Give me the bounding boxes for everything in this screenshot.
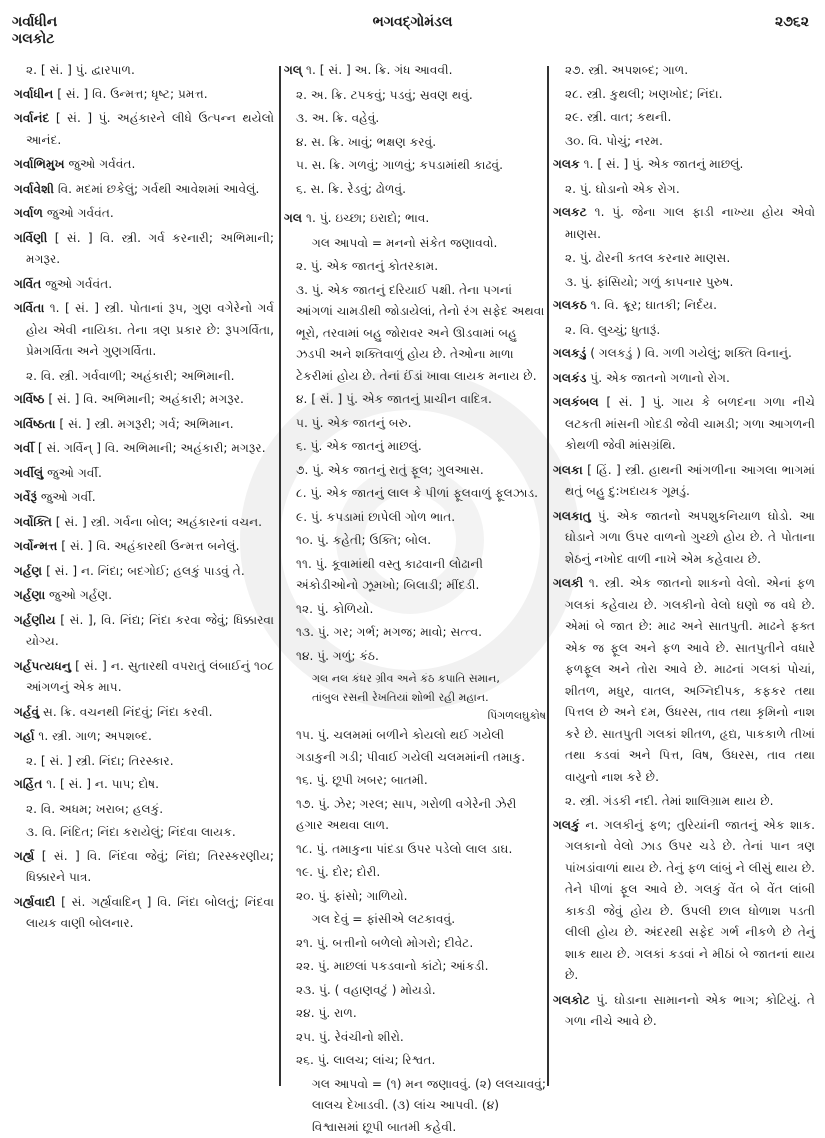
dictionary-entry [553, 202, 815, 245]
definition: ૧. [ સં. ] પું. એક જાતનું માછલું. [580, 157, 744, 171]
definition: પું. એક જાતનો ગળાનો રોગ. [586, 371, 730, 385]
dictionary-entry [14, 154, 274, 176]
headword: ગલકોટ [553, 993, 590, 1007]
sense-line: ૨૩. પું. ( વહાણવટું ) મોયડો. [284, 980, 546, 1002]
headword: ગર્વિણી [14, 231, 47, 245]
headword: ગર્હિત [14, 777, 42, 791]
sense-line: ૧૬. પું. છૂપી ખબર; બાતમી. [284, 770, 546, 792]
headword: ગલકંડ [553, 371, 586, 385]
column-right [553, 60, 815, 1102]
definition: જુઓ ગર્હણ. [45, 588, 112, 602]
definition: જુઓ ગર્વવંત. [43, 206, 114, 220]
definition: [ સં. ] વિ. ઉન્મત્ત; ધૃષ્ટ; પ્રમત્ત. [53, 87, 207, 101]
sense-line: ૩. અ. ક્રિ. વહેવું. [284, 108, 546, 130]
sense-line: ૨૧. પું. બત્તીનો બળેલો મોગરો; દીવેટ. [284, 933, 546, 955]
sense-line: ૨. પું. ઘોડાનો એક રોગ. [553, 179, 815, 201]
column-middle [284, 60, 546, 1102]
definition: [ સં. ] ન. નિંદા; બદગોઈ; હલકું પાડવું તે. [42, 564, 245, 578]
guide-word-first: ગર્વાધીન [12, 14, 57, 31]
definition: [ હિં. ] સ્ત્રી. હાથની આંગળીના આગલા ભાગમાં થતું બહુ દુ:ખદાયક ગૂમડું. [565, 463, 815, 499]
definition: [ સં. ગર્વિન્ ] વિ. અભિમાની; અહંકારી; મગરૂર. [34, 441, 266, 455]
dictionary-title: ભગવદ્ગોમંડલ [0, 14, 825, 30]
sense-line: ૨. વિ. લુચ્ચું; ધુતારૂં. [553, 320, 815, 342]
definition: સ. ક્રિ. વચનથી નિંદવું; નિંદા કરવી. [39, 705, 212, 719]
sense-line: ૨૦. પું. ફાંસો; ગાળિયો. [284, 886, 546, 908]
definition: ૧. પું. ઇચ્છા; ઇરાદો; ભાવ. [302, 211, 429, 225]
dictionary-entry [14, 84, 274, 106]
dictionary-entry [14, 274, 274, 296]
dictionary-entry [14, 228, 274, 271]
dictionary-entry [14, 487, 274, 509]
sense-line: ૨. વિ. અધમ; ખરાબ; હલકું. [14, 799, 274, 821]
definition: જુઓ ગર્વી. [37, 490, 96, 504]
headword: ગર્હ્ય [14, 849, 34, 863]
headword: ગર્વોન્મત્ત [14, 539, 57, 553]
definition: ૧. [ સં. ] અ. ક્રિ. ગંધ આવવી. [302, 63, 452, 77]
sense-line: ૩. પું. ફાંસિયો; ગળું કાપનાર પુરુષ. [553, 272, 815, 294]
dictionary-entry [14, 389, 274, 411]
dictionary-entry [14, 298, 274, 363]
definition: જુઓ ગર્વવંત. [65, 157, 136, 171]
headword: ગર્હપત્યધનુ [14, 659, 71, 673]
sense-line: ૨. વિ. સ્ત્રી. ગર્વવાળી; અહંકારી; અભિમાની. [14, 366, 274, 388]
dictionary-entry [14, 179, 274, 201]
dictionary-entry [284, 60, 546, 82]
idiom-line: ગલ દેવું = ફાંસીએ લટકાવવું. [284, 909, 546, 931]
dictionary-entry [14, 774, 274, 796]
dictionary-entry [14, 726, 274, 748]
sense-line: ૨. [ સં. ] સ્ત્રી. નિંદા; તિરસ્કાર. [14, 751, 274, 773]
sense-line: ૧૨. પું. કોળિયો. [284, 599, 546, 621]
dictionary-entry [553, 990, 815, 1033]
headword: ગર્વાનંદ [14, 111, 49, 125]
sense-line: ૬. સ. ક્રિ. રેડવું; ઢોળવું. [284, 179, 546, 201]
definition: [ સં. ] સ્ત્રી. મગરૂરી; ગર્વ; અભિમાન. [56, 417, 234, 431]
dictionary-entry [14, 108, 274, 151]
sense-line: ૧૮. પું. તમાકુના પાંદડા ઉપર પડેલો લાલ ડાઘ. [284, 839, 546, 861]
headword: ગર્વી [14, 441, 34, 455]
headword: ગર્હણા [14, 588, 45, 602]
headword: ગલકટ [553, 205, 587, 219]
sense-line: ૧૯. પું. દોર; દોરી. [284, 862, 546, 884]
dictionary-entry [553, 573, 815, 788]
headword: ગર્વિષ્ઠતા [14, 417, 56, 431]
definition: [ સં. ] વિ. અભિમાની; અહંકારી; મગરૂર. [44, 392, 243, 406]
headword: ગર્હણ [14, 564, 42, 578]
headword: ગલકંબલ [553, 395, 599, 409]
sense-line: ૯. પું. કપડામાં છાપેલી ગોળ ભાત. [284, 507, 546, 529]
sense-line: ૪. [ સં. ] પું. એક જાતનું પ્રાચીન વાદિત્ર. [284, 389, 546, 411]
definition: ૧. [ સં. ] ન. પાપ; દોષ. [42, 777, 159, 791]
definition: ૧. [ સં. ] સ્ત્રી. પોતાનાં રૂપ, ગુણ વગેરેનો ગર્વ હોય એવી નાયિકા. તેના ત્રણ પ્રકાર છે: રૂપગર્વિતા, પ્રેમગર્વિતા અને ગુણગર્વિતા. [26, 301, 274, 358]
headword: ગર્વિષ્ઠ [14, 392, 44, 406]
definition: [ સં. ] વિ. અહંકારથી ઉન્મત્ત બનેલું. [57, 539, 239, 553]
headword: ગર્વીલું [14, 466, 43, 480]
sense-line: ૫. પું. એક જાતનું બરુ. [284, 413, 546, 435]
definition: ૧. વિ. ક્રૂર; ઘાતકી; નિર્દય. [587, 298, 717, 312]
headword: ગર્વાધીન [14, 87, 53, 101]
dictionary-entry [14, 561, 274, 583]
definition: વિ. મદમાં છકેલું; ગર્વથી આવેશમાં આવેલું. [54, 182, 259, 196]
headword: ગલકડું [553, 346, 586, 360]
headword: ગલકી [553, 576, 583, 590]
sense-line: ૨૮. સ્ત્રી. કુથલી; ખણખોદ; નિંદા. [553, 84, 815, 106]
headword: ગલકા [553, 463, 583, 477]
headword: ગર્હવું [14, 705, 39, 719]
definition: પું. ઘોડાના સામાનનો એક ભાગ; કોટિયું. તે ગળા નીચે આવે છે. [565, 993, 815, 1029]
dictionary-entry [14, 892, 274, 935]
headword: ગર્વિતા [14, 301, 44, 315]
dictionary-entry [553, 506, 815, 571]
sense-line: ૧૫. પું. ચલમમાં બળીને કોયલો થઈ ગયેલી ગડાકુની ગડી; પીવાઈ ગયેલી ચલમમાંની તમાકુ. [284, 725, 546, 768]
quotation-line: ગલ નલ કંધર ગ્રીવ અને કંઠ કપાતિ સમાન, [284, 669, 546, 688]
dictionary-entry [14, 610, 274, 653]
dictionary-entry [553, 392, 815, 457]
dictionary-entry [284, 208, 546, 230]
headword: ગલકઠ [553, 298, 587, 312]
definition: જુઓ ગર્વી. [43, 466, 102, 480]
dictionary-entry [14, 656, 274, 699]
definition: ન. ગલકીનું ફળ; તુરિયાંની જાતનું એક શાક. ગલકાનો વેલો ઝાડ ઉપર ચડે છે. તેનાં પાન ત્રણ પાંખડાંવાળાં થાય છે. તેનું ફળ લાંબું ને લીસું થાય છે. તેને પીળાં ફૂલ આવે છે. ગલકું વેંત બે વેંત લાંબી કાકડી જેવું હોય છે. ઉપલી છાલ ધોળાશ પડતી લીલી હોય છે. અંદરથી સફેદ ગર્ભ નીકળે છે તેનું શાક થાય છે. ગલકાં કડવાં ને મીઠાં બે જાતનાં થાય છે. [565, 818, 815, 983]
definition: [ સં. ], વિ. નિંદ્ય; નિંદા કરવા જેવું; ધિક્કારવા યોગ્ય. [26, 613, 274, 649]
sense-line: ૫. સ. ક્રિ. ગળવું; ગાળવું; કપડામાંથી કાઢવું. [284, 155, 546, 177]
definition: [ સં. ગર્હ્યવાદિન્ ] વિ. નિંદા બોલતું; નિંદવા લાયક વાણી બોલનાર. [26, 895, 274, 931]
definition: [ સં. ] પું. ગાય કે બળદના ગળા નીચે લટકતી માંસની ગોદડી જેવી ચામડી; ગળા આગળની કોથળી જેવી માંસગ્રંથિ. [565, 395, 815, 452]
sense-line: ૨. સ્ત્રી. ગંડકી નદી. તેમાં શાલિગ્રામ થાય છે. [553, 791, 815, 813]
definition: ( ગલકડું ) વિ. ગળી ગયેલું; શક્તિ વિનાનું. [586, 346, 792, 360]
definition: [ સં. ] ન. સુતારથી વપરાતું લંબાઈનું ૧૦૮ આંગળનું એક માપ. [26, 659, 274, 695]
sense-line: ૧૪. પું. ગળું; કંઠ. [284, 646, 546, 668]
sense-line: ૩૦. વિ. પોચું; નરમ. [553, 131, 815, 153]
definition: ૧. સ્ત્રી. એક જાતનો શાકનો વેલો. એનાં ફળ ગલકાં કહેવાય છે. ગલકીનો વેલો ઘણો જ વધે છે. એમાં બે જાત છે: માઢ અને સાતપુતી. માઢને ફક્ત એક જ ફૂલ અને ફળ આવે છે. સાતપુતીને વધારે ફળફૂલ અને તોરા આવે છે. માઢનાં ગલકાં પોચાં, શીતળ, મધુર, વાતલ, અગ્નિદીપક, કફકર તથા પિત્તલ છે અને દમ, ઉધરસ, તાવ તથા કૃમિનો નાશ કરે છે. સાતપુતી ગલકાં શીતળ, હૃદ્ય, પાકકાળે તીખાં તથા કડવાં અને પિત્ત, વિષ, ઉધરસ, તાવ તથા વાયુનો નાશ કરે છે. [565, 576, 815, 784]
headword: ગલકું [553, 818, 580, 832]
quotation-source: પિંગળલઘુકોષ [284, 707, 546, 725]
headword: ગલક [553, 157, 580, 171]
definition: [ સં. ] પું. અહંકારને લીધે ઉત્પન્ન થયેલો આનંદ. [26, 111, 274, 147]
page-header [0, 0, 825, 58]
headword: ગલકાતુ [553, 509, 591, 523]
sense-line: ૪. સ. ક્રિ. ખાવું; ભક્ષણ કરવું. [284, 132, 546, 154]
headword: ગર્વાવેશી [14, 182, 54, 196]
sense-line: ૨૨. પું. માછલાં પકડવાનો કાંટો; આંકડી. [284, 956, 546, 978]
sense-line: ૧૩. પું. ગર; ગર્ભ; મગજ; માવો; સત્ત્વ. [284, 622, 546, 644]
sense-line: ૧૭. પું. ઝેર; ગરલ; સાપ, ગરોળી વગેરેની ઝેરી હગાર અથવા લાળ. [284, 794, 546, 837]
sense-line: ૨૬. પું. લાલચ; લાંચ; રિશ્વત. [284, 1050, 546, 1072]
dictionary-entry [14, 512, 274, 534]
headword: ગર્વેરૂં [14, 490, 37, 504]
sense-line: ૩. પું. એક જાતનું દરિયાઈ પક્ષી. તેના પગનાં આંગળાં ચામડીથી જોડાયેલાં, તેનો રંગ સફેદ અથવા ભૂરો, તરવામાં બહુ જોરાવર અને ઊડવામાં બહુ ઝડપી અને શક્તિવાળું હોય છે. તેઓના માળા ટેકરીમાં હોય છે. તેનાં ઈંડાં ખાવા લાયક મનાય છે. [284, 280, 546, 388]
guide-word-last: ગલકોટ [12, 31, 57, 48]
sense-line: ૩. વિ. નિંદિત; નિંદા કરાયેલું; નિંદવા લાયક. [14, 822, 274, 844]
sense-line: ૬. પું. એક જાતનું માછલું. [284, 436, 546, 458]
headword: ગલ્ [284, 63, 302, 77]
column-divider [547, 66, 549, 1086]
quotation-line: તાંબુલ રસની રેખતિયાં શોભી રહી મહાન. [284, 688, 546, 707]
definition: [ સં. ] વિ. નિંદવા જેવું; નિંદ્ય; તિરસ્કરણીય; ધિક્કારને પાત્ર. [26, 849, 274, 885]
column-left [14, 60, 274, 1102]
dictionary-entry [14, 536, 274, 558]
definition: [ સં. ] વિ. સ્ત્રી. ગર્વ કરનારી; અભિમાની; મગરૂર. [26, 231, 274, 267]
sense-line: ૨. પું. ઢોરની કતલ કરનાર માણસ. [553, 248, 815, 270]
sense-line: ૨૭. સ્ત્રી. અપશબ્દ; ગાળ. [553, 60, 815, 82]
definition: [ સં. ] સ્ત્રી. ગર્વના બોલ; અહંકારનાં વચન. [52, 515, 262, 529]
headword: ગર્હણીય [14, 613, 56, 627]
sense-line: ૨. [ સં. ] પું. દ્વારપાળ. [14, 60, 274, 82]
headword: ગલ [284, 211, 302, 225]
sense-line: ૮. પું. એક જાતનું લાલ કે પીળાં ફૂલવાળું ફૂલઝાડ. [284, 483, 546, 505]
headword: ગર્વોક્તિ [14, 515, 52, 529]
sense-line: ૨૪. પું. રાળ. [284, 1003, 546, 1025]
definition: ૧. સ્ત્રી. ગાળ; અપશબ્દ. [35, 729, 152, 743]
sense-line: ૧૦. પું. કહેતી; ઉક્તિ; બોલ. [284, 530, 546, 552]
sense-line: ૧૧. પું. કૂવામાંથી વસ્તુ કાઢવાની લોઢાની અંકોડીઓનો ઝૂમખો; બિલાડી; મીંદડી. [284, 554, 546, 597]
definition: પું. એક જાતનો અપશુકનિયાળ ઘોડો. આ ઘોડાને ગળા ઉપર વાળનો ગુચ્છો હોય છે. તે પોતાના શેઠનું નખોદ વાળી નાખે એમ કહેવાય છે. [565, 509, 815, 566]
sense-line: ૨. પું. એક જાતનું કોતરકામ. [284, 256, 546, 278]
sense-line: ૨૫. પું. રેવંચીનો શીરો. [284, 1027, 546, 1049]
headword: ગર્હ્યવાદી [14, 895, 55, 909]
dictionary-entry [14, 702, 274, 724]
definition: જુઓ ગર્વવંત. [41, 277, 112, 291]
dictionary-entry [553, 343, 815, 365]
column-divider [279, 66, 281, 1086]
dictionary-entry [14, 846, 274, 889]
dictionary-entry [14, 414, 274, 436]
dictionary-entry [553, 460, 815, 503]
page-number: ૨૭૬૨ [775, 14, 809, 30]
idiom-line: ગલ આપવો = મનનો સંકેત જણાવવો. [284, 233, 546, 255]
headword: ગર્વાભિમુખ [14, 157, 65, 171]
headword: ગર્હા [14, 729, 35, 743]
dictionary-entry [553, 815, 815, 987]
headword: ગર્વિત [14, 277, 41, 291]
dictionary-entry [14, 203, 274, 225]
sense-line: ૭. પું. એક જાતનું રાતું ફૂલ; ગુલઆસ. [284, 460, 546, 482]
sense-line: ૨૯. સ્ત્રી. વાત; કથની. [553, 107, 815, 129]
dictionary-entry [14, 438, 274, 460]
dictionary-entry [14, 463, 274, 485]
definition: ૧. પું. જેના ગાલ ફાડી નાખ્યા હોય એવો માણસ. [565, 205, 815, 241]
sense-line: ૨. અ. ક્રિ. ટપકવું; પડવું; સ્રવણ થવું. [284, 85, 546, 107]
dictionary-entry [553, 154, 815, 176]
idiom-line: ગલ આપવો = (૧) મન જણાવવું. (૨) લલચાવવું; લાલચ દેખાડવી. (૩) લાંચ આપવી. (૪) વિશ્વાસમાં છૂપી બાતમી કહેવી. [284, 1074, 546, 1138]
dictionary-entry [553, 295, 815, 317]
headword: ગર્વાળ [14, 206, 43, 220]
dictionary-entry [14, 585, 274, 607]
dictionary-entry [553, 368, 815, 390]
